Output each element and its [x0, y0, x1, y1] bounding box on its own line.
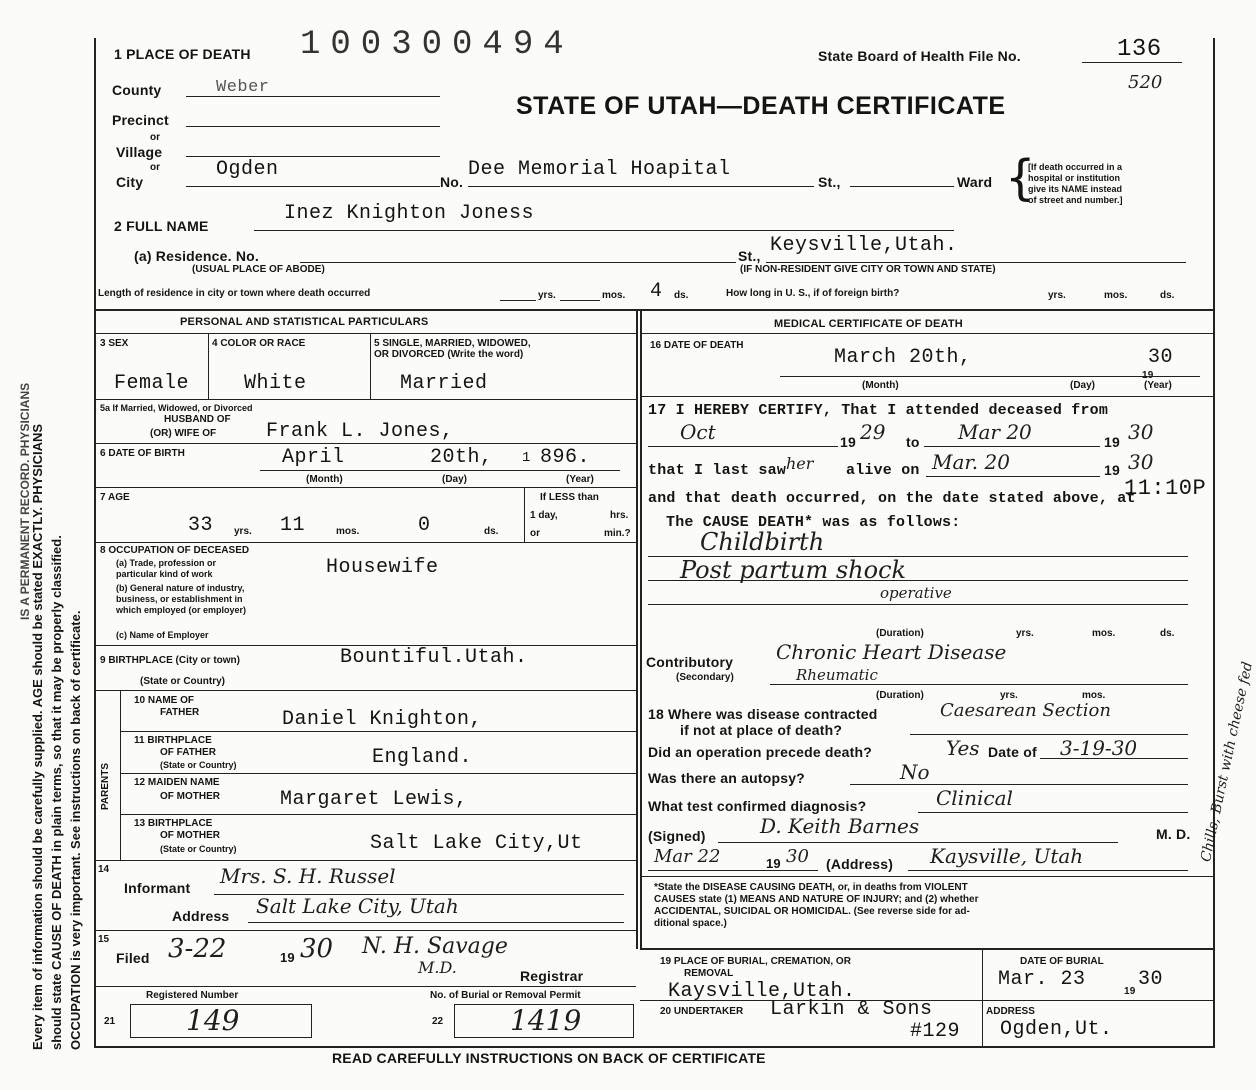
full-name-label: 2 FULL NAME — [114, 218, 209, 234]
death-year: 30 — [1148, 346, 1174, 369]
father-birthplace: England. — [372, 746, 473, 769]
no-label: No. — [440, 174, 464, 190]
village-label: Village — [116, 144, 163, 160]
permit-number: 1419 — [510, 1004, 582, 1037]
length-residence-label: Length of residence in city or town where death occurred — [98, 288, 371, 299]
file-number: 136 — [1117, 36, 1162, 63]
side-instructions-3: Every item of information should be carefully supplied. AGE should be stated EXACTLY. PHYSICIANS — [30, 423, 45, 1050]
marital-value: Married — [400, 372, 488, 395]
parents-vertical: PARENTS — [100, 762, 111, 810]
city-label: City — [116, 174, 144, 190]
ward-label: Ward — [957, 174, 993, 190]
city-value: Ogden — [216, 158, 279, 181]
burial-place: Kaysville,Utah. — [668, 980, 856, 1003]
hospital-value: Dee Memorial Hoapital — [468, 158, 731, 181]
full-name-value: Inez Knighton Joness — [284, 202, 535, 225]
certify-text: 17 I HEREBY CERTIFY, That I attended deceased from — [648, 402, 1109, 419]
race-value: White — [244, 372, 307, 395]
birthplace-value: Bountiful.Utah. — [340, 646, 528, 669]
age-months: 11 — [280, 514, 306, 537]
where-contracted: Caesarean Section — [940, 700, 1111, 721]
contributory-cause: Chronic Heart Disease — [776, 640, 1007, 664]
attended-from: Oct — [680, 420, 716, 444]
dob-day: 20th, — [430, 446, 493, 469]
dob-month: April — [282, 446, 345, 469]
cause-2: Post partum shock — [680, 556, 907, 584]
certificate-title: STATE OF UTAH—DEATH CERTIFICATE — [516, 92, 1006, 120]
left-border — [94, 38, 96, 1048]
precinct-label: Precinct — [112, 112, 169, 128]
autopsy-value: No — [900, 760, 930, 784]
operation-date: 3-19-30 — [1060, 736, 1138, 760]
registered-number: 149 — [186, 1004, 240, 1037]
place-of-death-label: 1 PLACE OF DEATH — [114, 46, 251, 62]
file-number-2: 520 — [1128, 72, 1163, 93]
residence-label: (a) Residence. No. — [134, 248, 259, 264]
side-instructions-4: should state CAUSE OF DEATH in plain terms, so that it may be properly classified. — [49, 535, 64, 1050]
mother-value: Margaret Lewis, — [280, 788, 468, 811]
date-of-death: March 20th, — [834, 346, 972, 369]
informant-value: Mrs. S. H. Russel — [220, 864, 396, 888]
father-value: Daniel Knighton, — [282, 708, 483, 731]
informant-address: Salt Lake City, Utah — [256, 894, 459, 918]
hospital-note: [If death occurred in a hospital or institution give its NAME instead of street and number.] — [1028, 162, 1123, 205]
time-of-death: 11:10P — [1124, 476, 1207, 501]
last-seen-alive: Mar. 20 — [932, 450, 1010, 474]
footnote: *State the DISEASE CAUSING DEATH, or, in deaths from VIOLENT CAUSES state (1) MEANS AND NATURE OF INJURY; and (2) whether ACCIDENTAL, SUICIDAL OR HOMICIDAL. (See reverse side for ad- ditional space.) — [654, 882, 979, 929]
residence-days: 4 — [650, 280, 663, 303]
spouse-value: Frank L. Jones, — [266, 420, 454, 443]
test-value: Clinical — [936, 786, 1013, 810]
right-border — [1213, 38, 1215, 1048]
filed-date: 3-22 — [168, 934, 227, 964]
serial-number: 100300494 — [300, 26, 574, 64]
attended-to: Mar 20 — [958, 420, 1032, 444]
personal-heading: PERSONAL AND STATISTICAL PARTICULARS — [180, 316, 429, 328]
undertaker-value: Larkin & Sons — [770, 998, 933, 1021]
margin-note: Chills; Burst with cheese fed — [1198, 660, 1256, 864]
cause-1: Childbirth — [700, 528, 825, 556]
medical-heading: MEDICAL CERTIFICATE OF DEATH — [774, 318, 963, 330]
mother-birthplace: Salt Lake City,Ut — [370, 832, 583, 855]
sex-value: Female — [114, 372, 190, 395]
physician-signature: D. Keith Barnes — [760, 814, 920, 838]
filed-year: 30 — [300, 934, 334, 964]
age-days: 0 — [418, 514, 431, 537]
file-number-label: State Board of Health File No. — [818, 48, 1021, 64]
signed-date: Mar 22 — [654, 846, 721, 867]
operation-value: Yes — [946, 736, 980, 760]
county-value: Weber — [216, 78, 270, 97]
undertaker-address: Ogden,Ut. — [1000, 1018, 1113, 1041]
residence-value: Keysville,Utah. — [770, 234, 958, 257]
footer-instructions: READ CAREFULLY INSTRUCTIONS ON BACK OF CERTIFICATE — [332, 1050, 766, 1066]
dob-year: 896. — [540, 446, 591, 469]
burial-date: Mar. 23 — [998, 968, 1086, 991]
age-years: 33 — [188, 514, 214, 537]
occupation-value: Housewife — [326, 556, 439, 579]
us-residence-label: How long in U. S., if of foreign birth? — [726, 288, 900, 299]
county-label: County — [112, 82, 162, 98]
registrar-signature: N. H. Savage — [362, 934, 508, 959]
physician-address: Kaysville, Utah — [930, 844, 1084, 868]
undertaker-number: #129 — [910, 1020, 961, 1043]
side-instructions-1: IS A PERMANENT RECORD. PHYSICIANS — [18, 382, 32, 620]
side-instructions-5: OCCUPATION is very important. See instructions on back of certificate. — [68, 610, 83, 1050]
